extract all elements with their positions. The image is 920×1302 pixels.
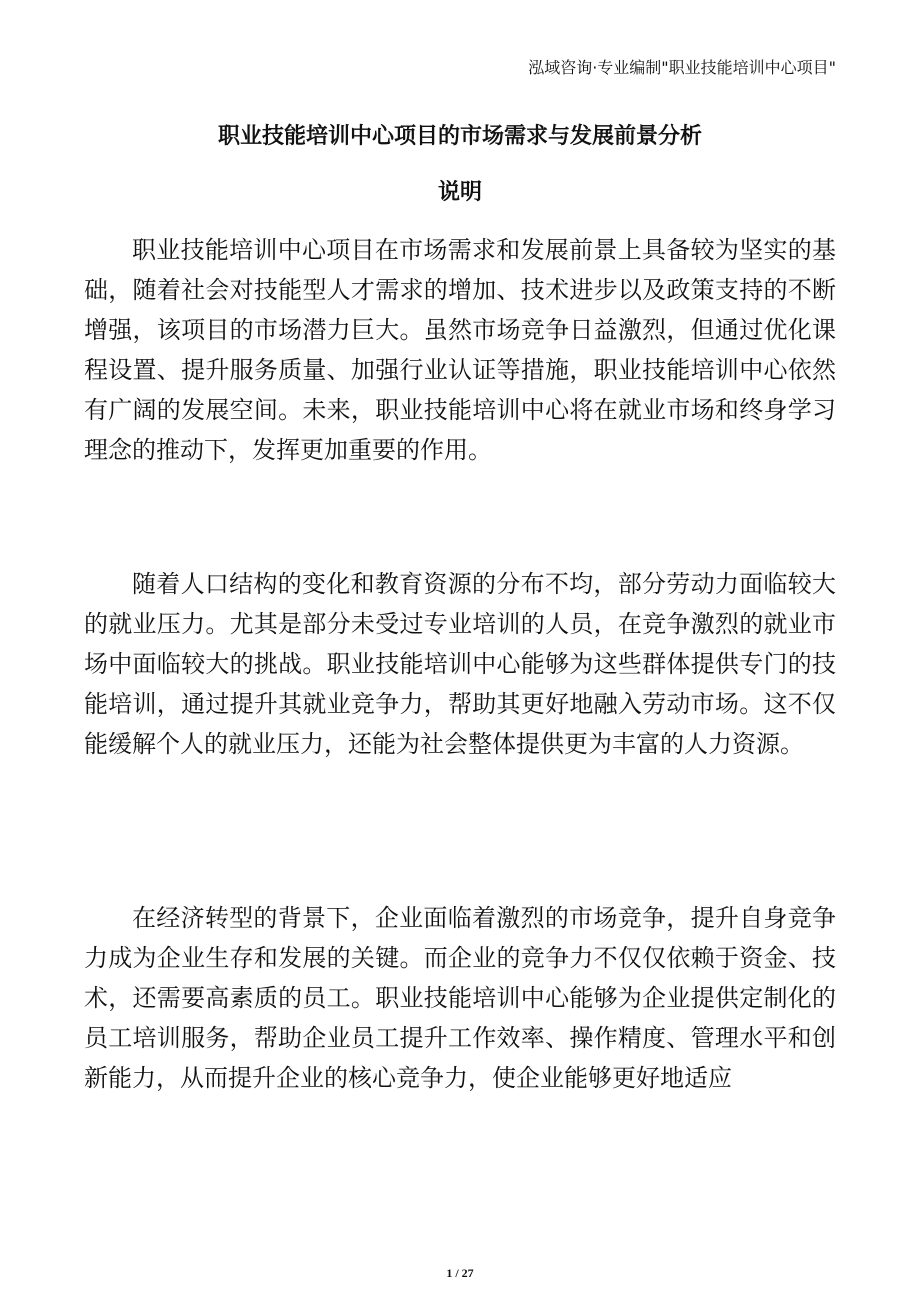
paragraph-3: 在经济转型的背景下，企业面临着激烈的市场竞争，提升自身竞争力成为企业生存和发展的关键。而企业的竞争力不仅仅依赖于资金、技术，还需要高素质的员工。职业技能培训中心能够为企业提供定制化的员工培训服务，帮助企业员工提升工作效率、操作精度、管理水平和创新能力，从而提升企业的核心竞争力，使企业能够更好地适应 bbox=[84, 904, 836, 1092]
page-number: 1 / 27 bbox=[446, 1266, 474, 1280]
body-text-2 bbox=[84, 564, 836, 764]
section-heading: 说明 bbox=[437, 180, 482, 205]
paragraph-1: 职业技能培训中心项目在市场需求和发展前景上具备较为坚实的基础，随着社会对技能型人才需求的增加、技术进步以及政策支持的不断增强，该项目的市场潜力巨大。虽然市场竞争日益激烈，但通过优化课程设置、提升服务质量、加强行业认证等措施，职业技能培训中心依然有广阔的发展空间。未来，职业技能培训中心将在就业市场和终身学习理念的推动下，发挥更加重要的作用。 bbox=[84, 236, 836, 464]
document-title: 职业技能培训中心项目的市场需求与发展前景分析 bbox=[217, 124, 702, 149]
paragraph-2: 随着人口结构的变化和教育资源的分布不均，部分劳动力面临较大的就业压力。尤其是部分未受过专业培训的人员，在竞争激烈的就业市场中面临较大的挑战。职业技能培训中心能够为这些群体提供专门的技能培训，通过提升其就业竞争力，帮助其更好地融入劳动市场。这不仅能缓解个人的就业压力，还能为社会整体提供更为丰富的人力资源。 bbox=[84, 570, 836, 758]
running-header: 泓域咨询·专业编制"职业技能培训中心项目" bbox=[528, 58, 836, 77]
body-text-3 bbox=[84, 898, 836, 1098]
body-text bbox=[84, 230, 836, 470]
